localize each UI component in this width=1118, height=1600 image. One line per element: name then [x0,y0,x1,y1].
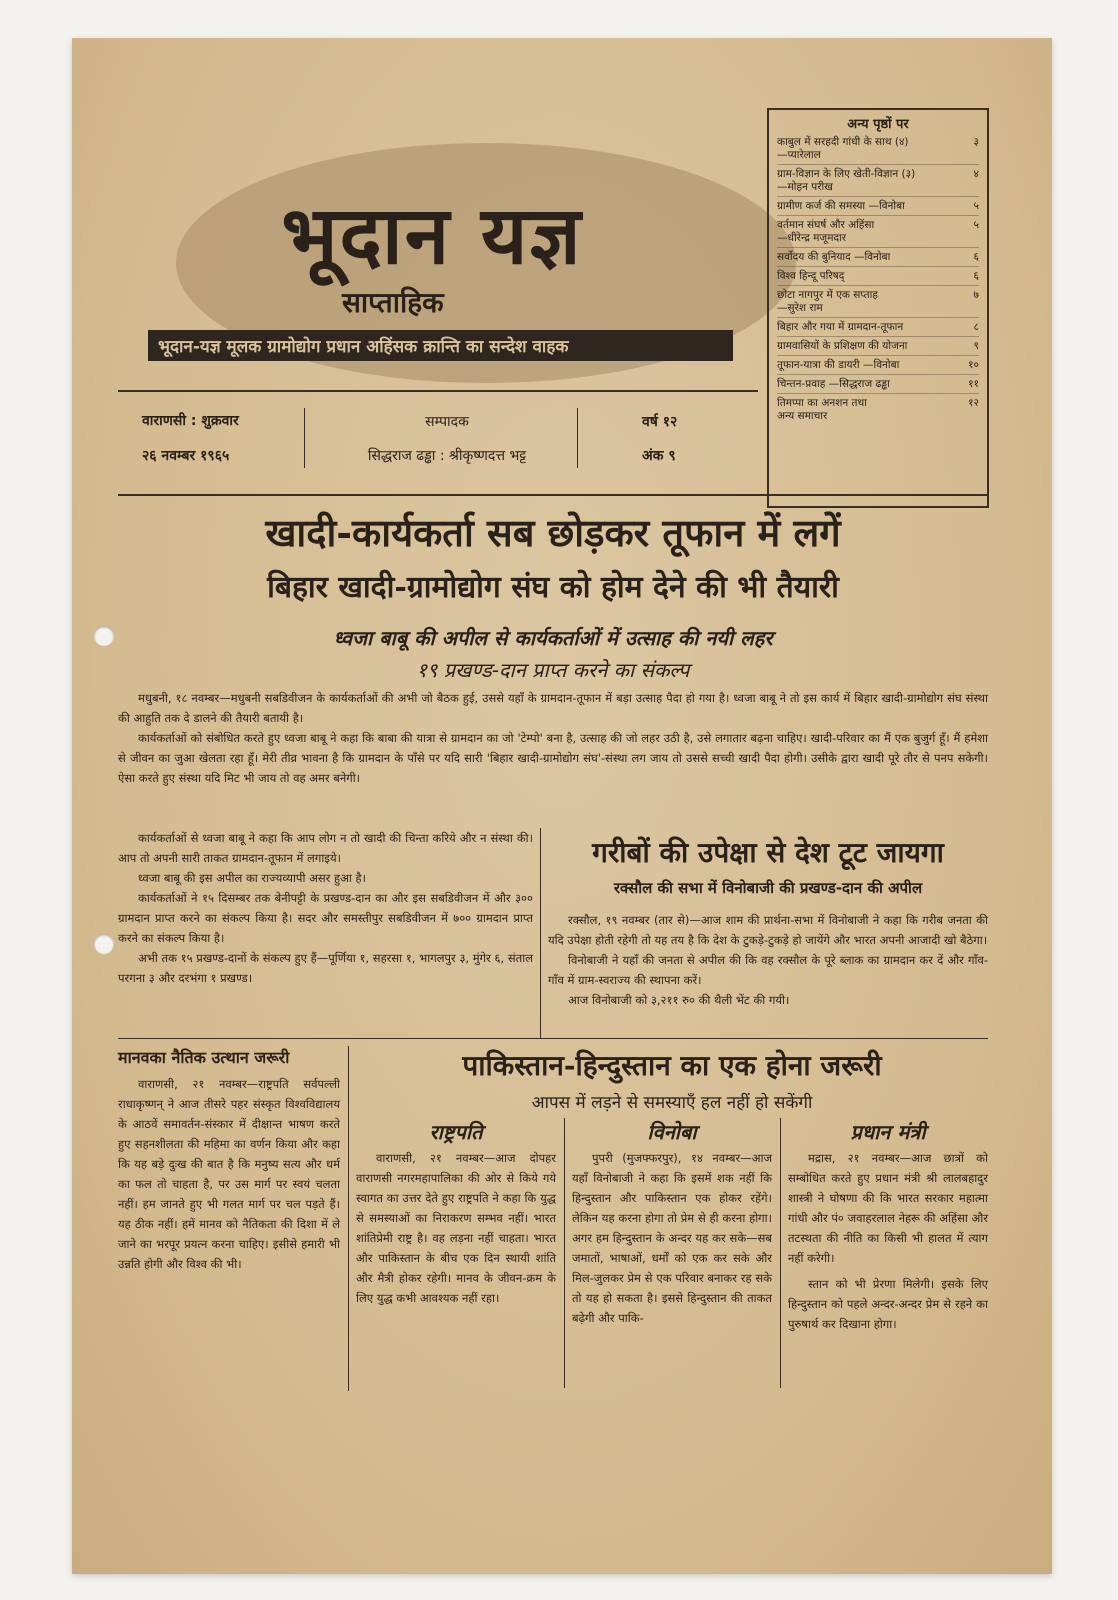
toc-item [777,168,979,197]
story4-paragraph: स्तान को भी प्रेरणा मिलेगी। इसके लिए हिन्दुस्तान को पहले अन्दर-अन्दर प्रेम से रहने का पुरुषार्थ कर दिखाना होगा। [788,1277,988,1331]
story4-col1-body [356,1148,556,1308]
story2-paragraph: रक्सौल, १९ नवम्बर (तार से)—आज शाम की प्रार्थना-सभा में विनोबाजी ने कहा कि गरीब जनता की यदि उपेक्षा होती रहेगी तो यह तय है कि देश के टुकड़े-टुकड़े हो जायेंगे और भारत अपनी आजादी खो बैठेगा। [548,913,988,947]
toc-title: तिमप्पा का अनशन तथा अन्य समाचार [777,397,867,422]
lead-subhead: बिहार खादी-ग्रामोद्योग संघ को होम देने की भी तैयारी [267,570,839,605]
lead-deck-2: १९ प्रखण्ड-दान प्राप्त करने का संकल्प [416,658,690,682]
toc-item [777,136,979,165]
lead-paragraph: अभी तक १५ प्रखण्ड-दानों के संकल्प हुए हैं—पूर्णिया १, सहरसा १, भागलपुर ३, मुंगेर ६, संताल परगना ३ और दरभंगा १ प्रखण्ड। [118,951,533,985]
editor-label: सम्पादक [425,414,469,430]
toc-title: विश्व हिन्दू परिषद् [777,270,845,282]
toc-item [777,340,979,356]
toc-page: ७ [973,289,979,301]
story4-col2-body [572,1148,772,1328]
story2-headline: गरीबों की उपेक्षा से देश टूट जायगा [592,836,944,869]
lead-continuation [118,828,533,988]
issue-place-day: वाराणसी : शुक्रवार [142,413,239,429]
story2-paragraph: विनोबाजी ने यहाँ की जनता से अपील की कि वह रक्सौल के पूरे ब्लाक का ग्रामदान कर दें और गाँव-गाँव में ग्राम-स्वराज्य की स्थापना करें। [548,953,988,987]
story4-col2-head: विनोबा [647,1120,697,1144]
toc-title: छोटा नागपुर में एक सप्ताह —सुरेश राम [777,289,878,314]
story4-col3-body [788,1148,988,1334]
toc-page: ८ [973,321,979,333]
toc-item [777,321,979,337]
story2-divider [540,828,541,1038]
story3-divider [348,1046,349,1391]
story2-body [548,910,988,1010]
other-pages-heading: अन्य पृष्ठों पर [847,117,909,132]
toc-page: ५ [973,200,979,212]
toc-item [777,270,979,286]
toc-page: ६ [973,270,979,282]
story4-subhead: आपस में लड़ने से समस्याएँ हल नहीं हो सकेंगी [531,1093,813,1113]
toc-page: ४ [973,168,979,180]
lead-headline: खादी-कार्यकर्ता सब छोड़कर तूफान में लगें [265,510,841,555]
lead-paragraph: मधुबनी, १८ नवम्बर—मधुबनी सबडिवीजन के कार्यकर्ताओं की अभी जो बैठक हुई, उससे यहाँ के ग्रामदान-तूफान में बड़ा उत्साह पैदा हो गया है। ध्वजा बाबू ने तो इस कार्य में बिहार खादी-ग्रामोद्योग संघ संस्था की आहुति तक दे डालने की तैयारी बतायी है। [118,691,988,725]
lead-deck-1: ध्वजा बाबू की अपील से कार्यकर्ताओं में उत्साह की नयी लहर [333,626,773,650]
mid-rule [118,1038,988,1039]
toc-item [777,378,979,394]
other-pages-box [767,108,989,508]
info-top-rule [118,390,758,392]
story4-paragraph: मद्रास, २१ नवम्बर—आज छात्रों को सम्बोधित करते हुए प्रधान मंत्री श्री लालबहादुर शास्त्री ने घोषणा की कि भारत सरकार महात्मा गांधी और पं० जवाहरलाल नेहरू की अहिंसा और तटस्थता की नीति का किसी भी हालत में त्याग नहीं करेगी। [788,1151,988,1265]
lead-paragraph: कार्यकर्ताओं को संबोधित करते हुए ध्वजा बाबू ने कहा कि बाबा की यात्रा से ग्रामदान का जो 'टेम्पो' बना है, उत्साह की जो लहर उठी है, उसे लगातार बढ़ना चाहिए। खादी-परिवार का मैं एक बुजुर्ग हूँ। मैं हमेशा से जीवन का जुआ खेलता रहा हूँ। मेरी तीव्र भावना है कि ग्रामदान के पाँसे पर यदि सारी 'बिहार खादी-ग्रामोद्योग संघ'-संस्था लग जाय तो उससे सच्ची खादी पैदा होगी। उसीके द्वारा खादी पूरे तौर से पनप सकेगी। ऐसा करते हुए संस्था यदि मिट भी जाय तो वह अमर बनेगी। [118,731,988,785]
story4-headline: पाकिस्तान-हिन्दुस्तान का एक होना जरूरी [462,1049,882,1082]
lead-paragraph: ध्वजा बाबू की इस अपील का राज्यव्यापी असर हुआ है। [138,871,366,885]
toc-title: काबुल में सरहदी गांधी के साथ (४) —प्यारेलाल [777,136,909,161]
editor-names: सिद्धराज ढड्ढा : श्रीकृष्णदत्त भट्ट [367,448,527,464]
toc-title: सर्वोदय की बुनियाद —विनोबा [777,251,891,263]
story3-body [118,1074,340,1274]
toc-item [777,397,979,425]
story4-col-divider-2 [780,1118,781,1388]
punch-hole-top [94,626,114,646]
toc-page: १० [968,359,979,371]
info-divider-1 [304,408,305,468]
toc-title: वर्तमान संघर्ष और अहिंसा —धीरेन्द्र मजूमदार [777,219,875,244]
punch-hole-bottom [94,934,114,954]
story4-paragraph: पुपरी (मुजफ्फरपुर), १४ नवम्बर—आज यहाँ विनोबाजी ने कहा कि इसमें शक नहीं कि हिन्दुस्तान और पाकिस्तान एक होकर रहेंगे। लेकिन यह करना होगा तो प्रेम से ही करना होगा। अगर हम हिन्दुस्तान के अन्दर यह कर सके—सब जमातों, भाषाओं, धर्मों को एक कर सके और मिल-जुलकर प्रेम से एक परिवार बनाकर रह सके तो यह हो सकता है। इससे हिन्दुस्तान की ताकत बढ़ेगी और पाकि- [572,1151,772,1325]
story4-col1-head: राष्ट्रपति [429,1120,483,1144]
story2-subhead: रक्सौल की सभा में विनोबाजी की प्रखण्ड-दान की अपील [613,879,923,897]
lead-body [118,688,988,788]
issue-date: २६ नवम्बर १९६५ [142,448,230,464]
lead-paragraph: कार्यकर्ताओं ने १५ दिसम्बर तक बेनीपट्टी के प्रखण्ड-दान का और इस सबडिवीजन में और ३०० ग्रामदान प्राप्त करने का संकल्प किया है। सदर और समस्तीपुर सबडिवीजन में ७०० ग्रामदान प्राप्त करने का संकल्प किया है। [118,891,533,945]
info-divider-2 [577,408,578,468]
lead-paragraph: कार्यकर्ताओं से ध्वजा बाबू ने कहा कि आप लोग न तो खादी की चिन्ता करिये और न संस्था की। आप तो अपनी सारी ताकत ग्रामदान-तूफान में लगाइये। [118,831,533,865]
toc-title: ग्रामीण कर्ज की समस्या —विनोबा [777,200,905,212]
toc-item [777,200,979,216]
toc-page: ६ [973,251,979,263]
toc-item [777,359,979,375]
info-bottom-rule [118,494,988,496]
masthead-title: भूदान यज्ञ [281,188,583,282]
toc-item [777,219,979,248]
toc-title: चिन्तन-प्रवाह —सिद्धराज ढड्ढा [777,378,890,390]
toc-page: १२ [968,397,979,409]
issue-number: अंक ९ [642,448,676,464]
toc-title: ग्राम-विज्ञान के लिए खेती-विज्ञान (३) —मोहन परीख [777,168,916,193]
toc-title: ग्रामवासियों के प्रशिक्षण की योजना [777,340,908,352]
toc-item [777,251,979,267]
toc-title: बिहार और गया में ग्रामदान-तूफान [777,321,904,333]
story4-col-divider-1 [564,1118,565,1388]
toc-page: ३ [973,136,979,148]
toc-page: ९ [973,340,979,352]
masthead-weekly: साप्ताहिक [342,286,444,319]
toc-item [777,289,979,318]
story2-paragraph: आज विनोबाजी को ३,२११ रु० की थैली भेंट की गयी। [568,993,790,1007]
story4-col3-head: प्रधान मंत्री [850,1120,926,1144]
story4-paragraph: वाराणसी, २१ नवम्बर—आज दोपहर वाराणसी नगरमहापालिका की ओर से किये गये स्वागत का उत्तर देते हुए राष्ट्रपति ने कहा कि युद्ध से समस्याओं का निराकरण सम्भव नहीं। भारत शांतिप्रेमी राष्ट्र है। वह लड़ना नहीं चाहता। भारत और पाकिस्तान के बीच एक दिन स्थायी शांति और मैत्री होकर रहेगी। मानव के जीवन-क्रम के लिए युद्ध कभी आवश्यक नहीं रहा। [356,1151,556,1305]
story3-headline: मानवका नैतिक उत्थान जरूरी [118,1048,290,1067]
toc-title: तूफान-यात्रा की डायरी —विनोबा [777,359,900,371]
story3-paragraph: वाराणसी, २१ नवम्बर—राष्ट्रपति सर्वपल्ली राधाकृष्णन् ने आज तीसरे पहर संस्कृत विश्वविद्यालय के आठवें समावर्तन-संस्कार में दीक्षान्त भाषण करते हुए सहनशीलता की महिमा का वर्णन किया और कहा कि यह बड़े दुःख की बात है कि मनुष्य सत्य और धर्म का फल तो चाहता है, पर उस मार्ग पर स्वयं चलता नहीं। हम जानते हुए भी गलत मार्ग पर चल पड़ते हैं। यह ठीक नहीं। हमें मानव को नैतिकता की दिशा में ले जाने का भरपूर प्रयत्न करना चाहिए। इसीसे हमारी भी उन्नति होगी और विश्व की भी। [118,1077,340,1271]
toc-page: ५ [973,219,979,231]
newspaper-page [72,38,1052,1574]
masthead-tagline: भूदान-यज्ञ मूलक ग्रामोद्योग प्रधान अहिंसक क्रान्ति का सन्देश वाहक [148,330,733,361]
issue-year: वर्ष १२ [642,414,678,430]
toc-page: ११ [968,378,979,390]
